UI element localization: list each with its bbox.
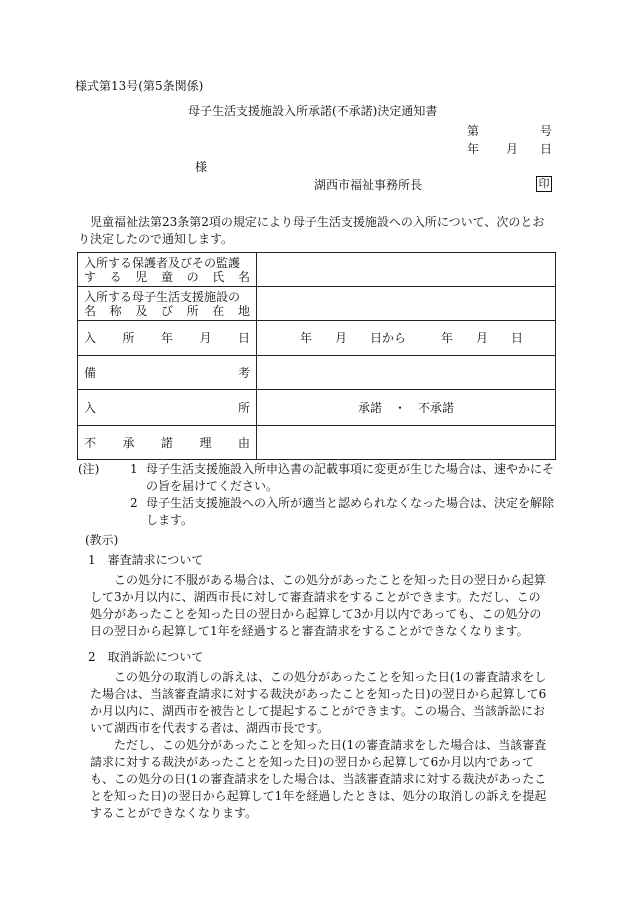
row-label-line: 入所する保護者及びその監護	[84, 255, 241, 270]
row-label-admission	[78, 390, 257, 426]
value-remarks[interactable]	[257, 356, 556, 390]
number-prefix: 第	[467, 124, 480, 138]
note-number: 1	[130, 462, 138, 476]
table-row	[78, 390, 556, 426]
label-char: 入	[84, 400, 97, 415]
addressee-suffix: 様	[195, 160, 208, 174]
label-char: 名	[237, 269, 250, 284]
date-day-1: 日から	[370, 331, 407, 345]
row-label-line: 入所する母子生活支援施設の	[84, 289, 241, 304]
number-suffix: 号	[540, 124, 553, 138]
date-day-2: 日	[511, 331, 524, 345]
label-char: 地	[237, 303, 250, 318]
label-char: 所	[122, 331, 135, 345]
date-month-2: 月	[476, 331, 489, 345]
instruction-head: (教示)	[85, 533, 119, 547]
date-year-2: 年	[441, 331, 454, 345]
label-char: の	[186, 269, 199, 284]
section-1-title: 1 審査請求について	[88, 553, 204, 567]
label-char: 諾	[160, 435, 173, 450]
label-char: 名	[84, 303, 97, 318]
label-char: る	[109, 269, 122, 284]
notes-head: (注)	[78, 462, 100, 476]
section-1-text: この処分に不服がある場合は、この処分があったことを知った日の翌日から起算して3か月以内に、湖西市長に対して審査請求をすることができます。ただし、この処分があったことを知った日の翌日から起算して3か月以内であっても、この処分の日の翌日から起算して1年を経過すると審査請求をすることができなくなります。	[90, 573, 546, 638]
intro-paragraph: 児童福祉法第23条第2項の規定により母子生活支援施設への入所について、次のとおり決定したので通知します。	[78, 215, 545, 246]
table-row	[78, 321, 556, 356]
date-month-1: 月	[335, 331, 348, 345]
label-char: 称	[109, 303, 122, 318]
label-char: 所	[237, 400, 250, 415]
row-label-child-name	[78, 253, 257, 287]
date-year: 年	[467, 142, 480, 156]
label-char: 日	[237, 331, 250, 345]
row-label-rejection-reason	[78, 426, 257, 460]
label-char: 承	[122, 435, 135, 450]
value-admission-date[interactable]	[257, 321, 556, 356]
value-child-name[interactable]	[257, 253, 556, 287]
value-decision[interactable]: 承諾 ・ 不承諾	[257, 390, 556, 426]
date-month: 月	[506, 142, 519, 156]
label-char: 氏	[212, 269, 225, 284]
date-year-1: 年	[300, 331, 313, 345]
row-label-facility	[78, 287, 257, 321]
row-label-remarks	[78, 356, 257, 390]
label-char: 由	[237, 435, 250, 450]
label-char: 月	[199, 331, 212, 345]
note-item	[78, 495, 556, 529]
label-char: 考	[237, 365, 250, 380]
row-label-line	[84, 304, 250, 318]
label-char: 備	[84, 365, 97, 380]
section-2-text-1: この処分の取消しの訴えは、この処分があったことを知った日(1の審査請求をした場合は、当該審査請求に対する裁決があったことを知った日)の翌日から起算して6か月以内に、湖西市を被告として提起することができます。この場合、当該訴訟において湖西市を代表する者は、湖西市長です。	[90, 670, 547, 735]
issuer-name: 湖西市福祉事務所長	[314, 178, 423, 192]
label-char: び	[160, 303, 173, 318]
note-text: 母子生活支援施設入所申込書の記載事項に変更が生じた場合は、速やかにその旨を届けてください。	[146, 462, 555, 493]
note-item	[78, 461, 556, 495]
label-char: 入	[84, 331, 97, 345]
value-rejection-reason[interactable]	[257, 426, 556, 460]
label-char: 在	[212, 303, 225, 318]
label-char: 年	[160, 331, 173, 345]
row-label-admission-date	[78, 321, 257, 356]
table-row	[78, 356, 556, 390]
label-char: 理	[199, 435, 212, 450]
table-row	[78, 253, 556, 287]
table-row	[78, 426, 556, 460]
note-number: 2	[130, 496, 138, 510]
table-row	[78, 287, 556, 321]
label-char: 児	[135, 269, 148, 284]
notes-section	[78, 461, 556, 529]
label-char: 及	[135, 303, 148, 318]
section-2-text-2: ただし、この処分があったことを知った日(1の審査請求をした場合は、当該審査請求に対する裁決があったことを知った日)の翌日から起算して6か月以内であっても、この処分の日(1の審査請求をした場合は、当該審査請求に対する裁決があったことを知った日)の翌日から起算して1年を経過したときは、処分の取消しの訴えを提起することができなくなります。	[90, 738, 547, 820]
row-label-line	[84, 270, 250, 284]
label-char: 童	[160, 269, 173, 284]
note-text: 母子生活支援施設への入所が適当と認められなくなった場合は、決定を解除します。	[146, 496, 555, 527]
value-facility[interactable]	[257, 287, 556, 321]
form-number: 様式第13号(第5条関係)	[75, 79, 204, 93]
label-char: 不	[84, 435, 97, 450]
document-title: 母子生活支援施設入所承諾(不承諾)決定通知書	[188, 104, 438, 118]
decision-table	[77, 252, 556, 460]
date-day: 日	[540, 142, 553, 156]
label-char: す	[84, 269, 97, 284]
section-2-title: 2 取消訴訟について	[88, 650, 204, 664]
seal-mark: 印	[536, 176, 552, 192]
label-char: 所	[186, 303, 199, 318]
